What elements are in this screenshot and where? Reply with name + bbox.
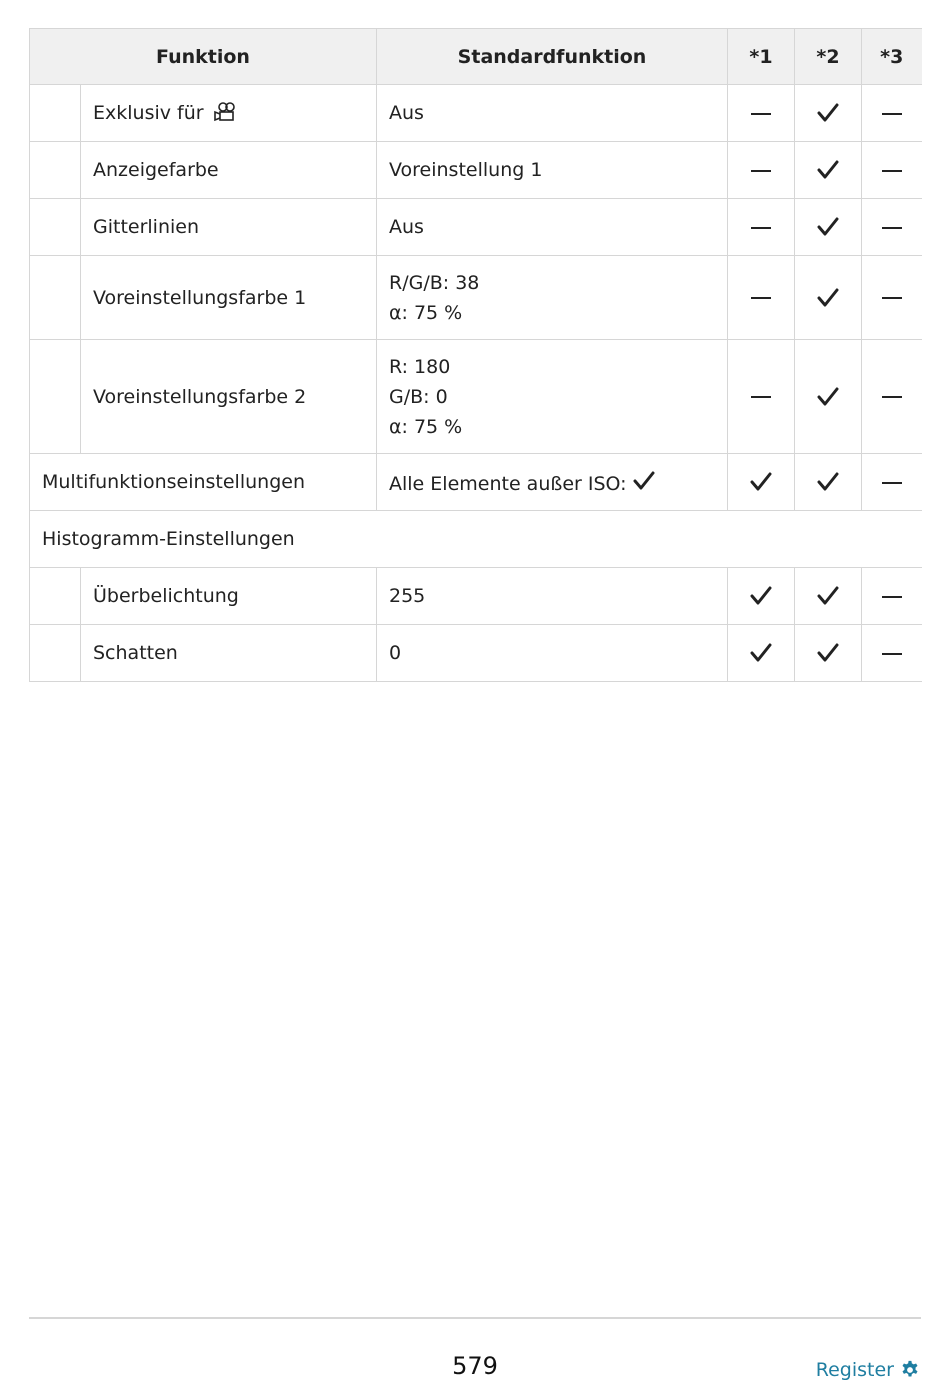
table-row [30,142,922,199]
default-value: 255 [389,585,426,607]
check-icon [817,216,839,238]
section-heading: Histogramm-Einstellungen [30,511,922,568]
gear-icon[interactable] [900,1360,920,1380]
header-default: Standardfunktion [377,29,728,85]
col2-cell [795,625,862,682]
default-value: R: 180 [389,355,451,378]
default-cell [377,340,728,454]
col2-cell [795,454,862,511]
dash-mark [751,113,771,115]
indent-cell [30,142,81,199]
default-value: Alle Elemente außer ISO: [389,472,627,495]
table-row [30,625,922,682]
col2-cell [795,340,862,454]
dash-mark [882,170,902,172]
col3-cell [862,85,922,142]
col2-cell [795,85,862,142]
col1-cell [728,454,795,511]
function-cell: Schatten [81,625,377,682]
default-cell [377,454,728,511]
dash-mark [882,396,902,398]
col3-cell [862,142,922,199]
default-value: Aus [389,216,424,238]
table-row [30,85,922,142]
col2-cell [795,142,862,199]
register-label[interactable]: Register [815,1359,894,1381]
header-function: Funktion [30,29,377,85]
table-header-row [30,29,922,85]
dash-mark [751,297,771,299]
default-value: Aus [389,102,424,124]
default-cell [377,142,728,199]
indent-cell [30,256,81,340]
default-cell [377,199,728,256]
default-value: α: 75 % [389,301,463,324]
default-cell [377,256,728,340]
page-number: 579 [452,1352,498,1380]
footer-divider [29,1317,921,1319]
dash-mark [751,227,771,229]
check-icon [817,585,839,607]
default-value: 0 [389,642,402,664]
dash-mark [882,113,902,115]
default-value: R/G/B: 38 [389,271,480,294]
table-row [30,568,922,625]
dash-mark [882,227,902,229]
function-cell: Voreinstellungsfarbe 1 [81,256,377,340]
header-col3: *3 [862,29,922,85]
function-cell [81,85,377,142]
settings-table [29,28,922,682]
function-cell: Multifunktionseinstellungen [30,454,377,511]
table-row [30,454,922,511]
check-icon [817,287,839,309]
dash-mark [751,170,771,172]
check-icon [817,159,839,181]
table-row [30,511,922,568]
header-col2: *2 [795,29,862,85]
check-icon [817,386,839,408]
function-label: Exklusiv für [93,102,204,124]
default-value: Voreinstellung 1 [389,159,543,181]
check-icon [750,471,772,493]
indent-cell [30,199,81,256]
check-icon [633,470,655,492]
indent-cell [30,625,81,682]
function-cell: Gitterlinien [81,199,377,256]
col1-cell [728,256,795,340]
table-row [30,256,922,340]
function-cell: Überbelichtung [81,568,377,625]
indent-cell [30,568,81,625]
col3-cell [862,568,922,625]
dash-mark [882,596,902,598]
check-icon [750,642,772,664]
check-icon [817,471,839,493]
movie-camera-icon [214,102,238,122]
col1-cell [728,568,795,625]
default-value: α: 75 % [389,415,463,438]
register-link[interactable] [816,1359,920,1381]
check-icon [750,585,772,607]
default-cell [377,85,728,142]
indent-cell [30,85,81,142]
function-cell: Anzeigefarbe [81,142,377,199]
col1-cell [728,142,795,199]
col1-cell [728,340,795,454]
dash-mark [882,653,902,655]
table-row [30,199,922,256]
col2-cell [795,199,862,256]
col3-cell [862,199,922,256]
indent-cell [30,340,81,454]
col2-cell [795,256,862,340]
check-icon [817,102,839,124]
col3-cell [862,340,922,454]
default-value: G/B: 0 [389,385,448,408]
function-cell: Voreinstellungsfarbe 2 [81,340,377,454]
default-cell [377,625,728,682]
dash-mark [882,297,902,299]
dash-mark [882,482,902,484]
col1-cell [728,199,795,256]
header-col1: *1 [728,29,795,85]
col1-cell [728,625,795,682]
default-cell [377,568,728,625]
col3-cell [862,256,922,340]
col1-cell [728,85,795,142]
table-row [30,340,922,454]
col3-cell [862,625,922,682]
col2-cell [795,568,862,625]
check-icon [817,642,839,664]
dash-mark [751,396,771,398]
col3-cell [862,454,922,511]
